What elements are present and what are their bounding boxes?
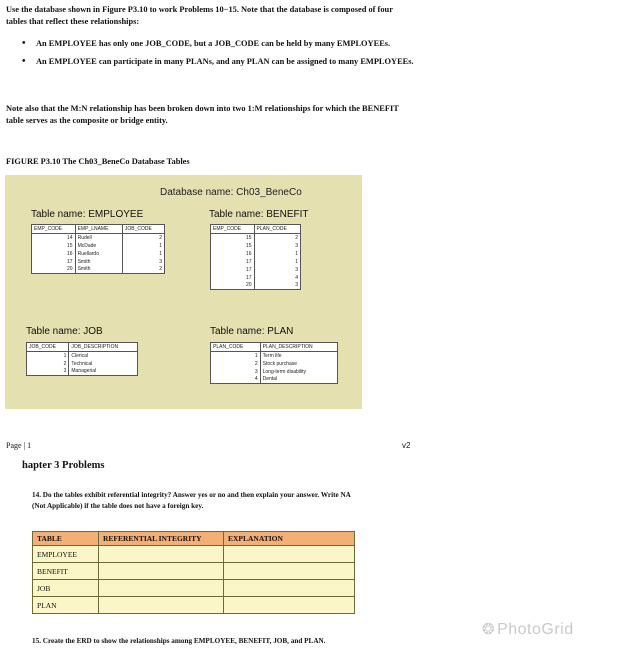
list-item <box>22 56 417 68</box>
ri-answer-cell[interactable] <box>99 546 224 563</box>
watermark-text: PhotoGrid <box>497 621 574 638</box>
column-header: TABLE <box>33 532 99 546</box>
cell: McDade <box>75 242 122 250</box>
cell: 16 <box>32 250 76 258</box>
cell: Long-term disability <box>260 368 337 376</box>
column-header: JOB_DESCRIPTION <box>69 343 138 352</box>
cell: 1 <box>122 242 164 250</box>
table-name-cell: EMPLOYEE <box>33 546 99 563</box>
table-row <box>27 368 138 376</box>
explanation-cell[interactable] <box>224 597 355 614</box>
cell: 3 <box>254 242 300 250</box>
table-row <box>211 376 338 384</box>
table-row <box>33 597 355 614</box>
cell: Technical <box>69 360 138 368</box>
cell: 4 <box>254 274 300 282</box>
cell: 2 <box>254 234 300 242</box>
plan-table <box>210 342 338 384</box>
cell: 15 <box>211 234 255 242</box>
cell: 2 <box>211 360 261 368</box>
bullet-icon: • <box>22 56 26 67</box>
cell: Dental <box>260 376 337 384</box>
cell: Stock purchase <box>260 360 337 368</box>
bullet-text: An EMPLOYEE has only one JOB_CODE, but a JOB_CODE can be held by many EMPLOYEEs. <box>36 39 391 48</box>
cell: Ruellardo <box>75 250 122 258</box>
column-header: JOB_CODE <box>27 343 69 352</box>
column-header: PLAN_DESCRIPTION <box>260 343 337 352</box>
cell: 2 <box>122 266 164 274</box>
table-row <box>27 352 138 360</box>
table-row <box>211 258 301 266</box>
version-label: v2 <box>402 441 411 450</box>
table-row <box>33 580 355 597</box>
table-row <box>211 242 301 250</box>
table-row <box>32 234 165 242</box>
table-row <box>211 282 301 290</box>
plan-table-title: Table name: PLAN <box>210 326 294 337</box>
question-14: 14. Do the tables exhibit referential integrity? Answer yes or no and then explain your answer. Write NA (Not Applicable) if the table does not have a foreign key. <box>32 491 351 510</box>
ri-answer-cell[interactable] <box>99 563 224 580</box>
table-row <box>211 360 338 368</box>
cell: 2 <box>27 360 69 368</box>
table-row <box>33 546 355 563</box>
column-header: EMP_LNAME <box>75 225 122 234</box>
table-row <box>33 563 355 580</box>
column-header: PLAN_CODE <box>254 225 300 234</box>
table-row <box>211 274 301 282</box>
photogrid-watermark <box>482 620 574 639</box>
bullet-text: An EMPLOYEE can participate in many PLANs, and any PLAN can be assigned to many EMPLOYEEs. <box>36 57 414 66</box>
cell: 14 <box>32 234 76 242</box>
table-name-cell: JOB <box>33 580 99 597</box>
answer-table <box>32 531 355 614</box>
cell: Smith <box>75 266 122 274</box>
table-row <box>32 258 165 266</box>
column-header: PLAN_CODE <box>211 343 261 352</box>
cell: 1 <box>27 352 69 360</box>
intro-paragraph: Use the database shown in Figure P3.10 to work Problems 10−15. Note that the database is composed of four tables that reflect these relationships: <box>6 5 393 26</box>
column-header: REFERENTIAL INTEGRITY <box>99 532 224 546</box>
job-table <box>26 342 138 376</box>
cell: 17 <box>211 274 255 282</box>
table-row <box>27 360 138 368</box>
employee-table <box>31 224 165 274</box>
cell: 20 <box>32 266 76 274</box>
cell: 3 <box>254 282 300 290</box>
cell: 3 <box>254 266 300 274</box>
note-paragraph: Note also that the M:N relationship has been broken down into two 1:M relationships for which the BENEFIT table serves as the composite or bridge entity. <box>6 104 399 125</box>
table-row <box>211 250 301 258</box>
table-row <box>32 242 165 250</box>
table-row <box>211 234 301 242</box>
table-row <box>32 266 165 274</box>
job-table-title: Table name: JOB <box>26 326 103 337</box>
column-header: EMP_CODE <box>211 225 255 234</box>
benefit-table-title: Table name: BENEFIT <box>209 209 309 220</box>
cell: Rudell <box>75 234 122 242</box>
explanation-cell[interactable] <box>224 580 355 597</box>
figure-caption: FIGURE P3.10 The Ch03_BeneCo Database Tables <box>6 157 190 166</box>
database-figure <box>5 175 362 409</box>
cell: 2 <box>122 234 164 242</box>
explanation-cell[interactable] <box>224 546 355 563</box>
cell: 1 <box>122 250 164 258</box>
table-row <box>211 368 338 376</box>
ri-answer-cell[interactable] <box>99 580 224 597</box>
cell: 17 <box>211 258 255 266</box>
cell: 16 <box>211 250 255 258</box>
column-header: JOB_CODE <box>122 225 164 234</box>
cell: 1 <box>254 250 300 258</box>
benefit-table <box>210 224 301 290</box>
cell: 17 <box>32 258 76 266</box>
table-row <box>211 266 301 274</box>
cell: 20 <box>211 282 255 290</box>
cell: 1 <box>211 352 261 360</box>
database-name: Database name: Ch03_BeneCo <box>160 187 302 198</box>
ri-answer-cell[interactable] <box>99 597 224 614</box>
relationship-list <box>22 38 417 74</box>
bullet-icon: • <box>22 38 26 49</box>
list-item <box>22 38 417 50</box>
cell: Managerial <box>69 368 138 376</box>
page-number: Page | 1 <box>6 441 32 450</box>
cell: 3 <box>211 368 261 376</box>
cell: 15 <box>32 242 76 250</box>
cell: Clerical <box>69 352 138 360</box>
column-header: EMP_CODE <box>32 225 76 234</box>
table-row <box>211 352 338 360</box>
table-name-cell: BENEFIT <box>33 563 99 580</box>
table-name-cell: PLAN <box>33 597 99 614</box>
table-row <box>32 250 165 258</box>
column-header: EXPLANATION <box>224 532 355 546</box>
explanation-cell[interactable] <box>224 563 355 580</box>
photogrid-logo-icon: ❂ <box>482 621 496 638</box>
cell: 4 <box>211 376 261 384</box>
question-15: 15. Create the ERD to show the relationships among EMPLOYEE, BENEFIT, JOB, and PLAN. <box>32 637 326 645</box>
chapter-title: hapter 3 Problems <box>22 460 105 471</box>
employee-table-title: Table name: EMPLOYEE <box>31 209 144 220</box>
cell: 1 <box>254 258 300 266</box>
cell: Term life <box>260 352 337 360</box>
cell: Smith <box>75 258 122 266</box>
cell: 3 <box>27 368 69 376</box>
cell: 15 <box>211 242 255 250</box>
cell: 17 <box>211 266 255 274</box>
cell: 3 <box>122 258 164 266</box>
